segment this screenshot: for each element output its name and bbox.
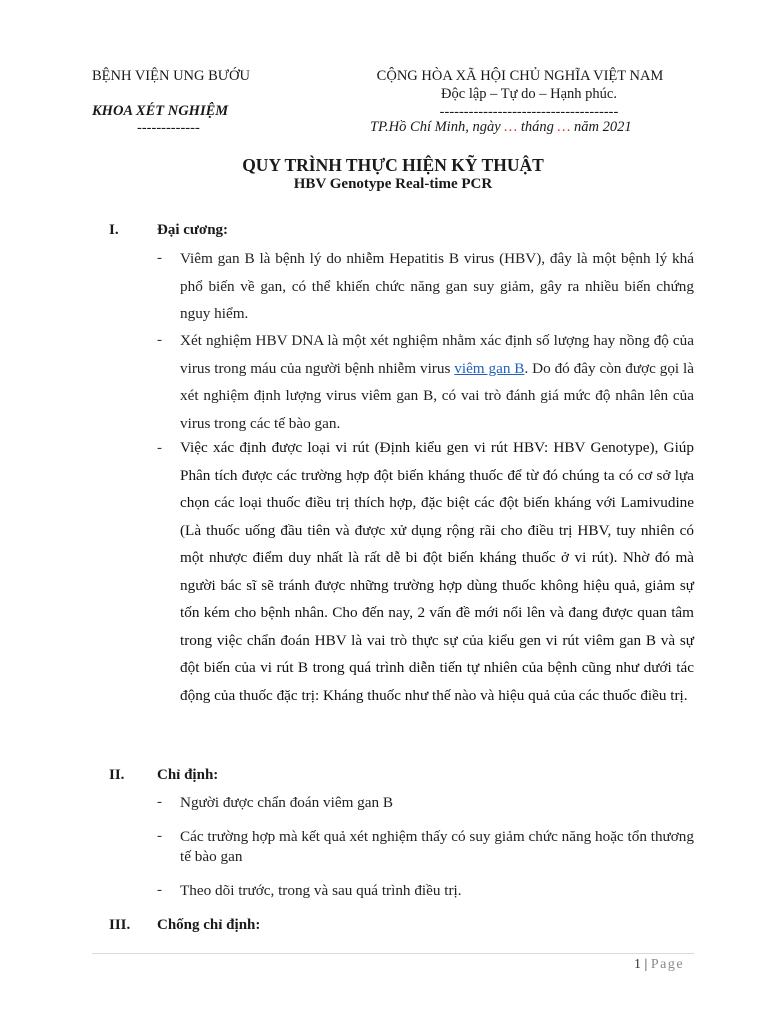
item-2-text-after: . Do đó đây còn được gọi là xét nghiệm định lượng virus viêm gan B, có vai trò đánh giá mức độ nhân lên của virus trong các tế bào gan. — [180, 359, 694, 432]
section-2-item-2: Các trường hợp mà kết quả xét nghiệm thấy có suy giảm chức năng hoặc tổn thương tế bào gan — [180, 828, 694, 865]
document-title: QUY TRÌNH THỰC HIỆN KỸ THUẬT — [242, 155, 544, 175]
department-name: KHOA XÉT NGHIỆM — [92, 103, 229, 119]
section-2-number: II. — [109, 767, 125, 783]
national-motto: Độc lập – Tự do – Hạnh phúc. — [441, 86, 617, 102]
page-number: 1 — [634, 957, 641, 972]
section-1-item-2 — [180, 327, 694, 437]
section-1-title: Đại cương: — [157, 222, 229, 238]
bullet-dash: - — [157, 882, 162, 898]
bullet-dash: - — [157, 794, 162, 810]
section-2-item-1: Người được chẩn đoán viêm gan B — [180, 794, 394, 811]
date-month: … — [557, 119, 571, 135]
date-month-word: tháng — [520, 119, 554, 135]
footer-divider — [92, 953, 694, 954]
bullet-dash: - — [157, 828, 162, 844]
section-3-number: III. — [109, 917, 131, 933]
date-prefix: TP.Hồ Chí Minh, ngày — [370, 119, 501, 135]
hepatitis-b-link[interactable]: viêm gan B — [454, 359, 525, 377]
section-2-item-3: Theo dõi trước, trong và sau quá trình điều trị. — [180, 882, 462, 899]
section-1-item-1: Viêm gan B là bệnh lý do nhiễm Hepatitis B virus (HBV), đây là một bệnh lý khá phổ biến về gan, có thể khiến chức năng gan suy giảm, gây ra nhiều biến chứng nguy hiểm. — [180, 250, 694, 322]
bullet-dash: - — [157, 332, 162, 348]
document-subtitle: HBV Genotype Real-time PCR — [293, 176, 493, 192]
department-underline: ------------- — [137, 120, 200, 136]
bullet-dash: - — [157, 250, 162, 266]
motto-underline: ------------------------------------- — [439, 104, 619, 120]
bullet-dash: - — [157, 440, 162, 456]
page-word: Page — [650, 957, 685, 972]
date-day: … — [504, 119, 518, 135]
page-footer — [634, 957, 684, 973]
section-2-title: Chỉ định: — [157, 767, 219, 783]
date-line — [370, 119, 632, 136]
country-name: CỘNG HÒA XÃ HỘI CHỦ NGHĨA VIỆT NAM — [376, 68, 664, 84]
section-1-item-3: Việc xác định được loại vi rút (Định kiểu gen vi rút HBV: HBV Genotype), Giúp Phân tích được các trường hợp đột biến kháng thuốc để từ đó chúng ta có cơ sở lựa chọn các loại thuốc điều trị thích hợp, đặc biệt các đột biến kháng với Lamivudine (Là thuốc uống đầu tiên và được xử dụng rộng rãi cho điều trị HBV, tuy nhiên có một nhược điểm duy nhất là rất dễ bi đột biến kháng thuốc ở vi rút). Nhờ đó mà người bác sĩ sẽ tránh được những trường hợp dùng thuốc không hiệu quả, giảm sự tốn kém cho bệnh nhân. Cho đến nay, 2 vấn đề mới nổi lên và đang được quan tâm trong việc chẩn đoán HBV là vai trò thực sự của kiểu gen vi rút viêm gan B và sự đột biến của vi rút B trong quá trình diễn tiến tự nhiên của bệnh cũng như dưới tác động của thuốc đặc trị: Kháng thuốc như thế nào và hiệu quả của các thuốc điều trị. — [180, 439, 694, 704]
page-separator: | — [644, 957, 648, 972]
section-3-title: Chống chỉ định: — [157, 917, 261, 933]
section-1-number: I. — [109, 222, 119, 238]
item-2-text-before: Xét nghiệm HBV DNA là một xét nghiệm nhằm xác định số lượng hay nồng độ của virus trong máu của người bệnh nhiễm virus — [180, 332, 694, 377]
date-year: năm 2021 — [574, 119, 632, 135]
hospital-name: BỆNH VIỆN UNG BƯỚU — [92, 68, 250, 84]
